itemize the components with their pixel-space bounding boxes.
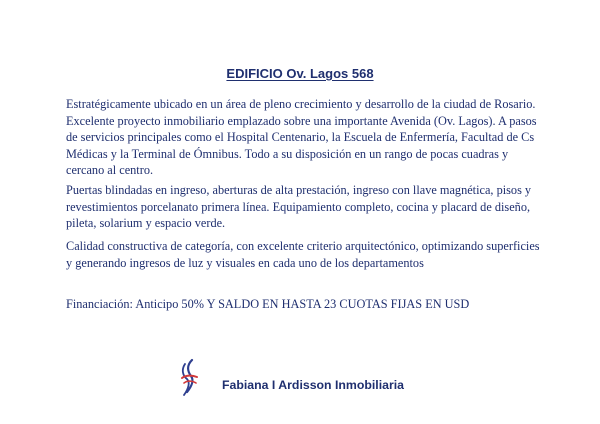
brand-name: Fabiana I Ardisson Inmobiliaria [222, 378, 404, 392]
features-paragraph: Puertas blindadas en ingreso, aberturas de alta prestación, ingreso con llave magnética, pisos y revestimientos porcelanato primera línea. Equipamiento completo, cocina y placard de diseño, pileta, solarium y espacio verde. [66, 183, 532, 231]
quality-paragraph: Calidad constructiva de categoría, con excelente criterio arquitectónico, optimizando superficies y generando ingresos de luz y visuales en cada uno de los departamentos [66, 239, 540, 270]
document-title: EDIFICIO Ov. Lagos 568 [226, 66, 374, 81]
financing-paragraph: Financiación: Anticipo 50% Y SALDO EN HASTA 23 CUOTAS FIJAS EN USD [66, 297, 470, 311]
description-paragraph: Estratégicamente ubicado en un área de pleno crecimiento y desarrollo de la ciudad de Rosario. Excelente proyecto inmobiliario emplazado sobre una importante Avenida (Ov. Lagos). A pasos de servicios principales como el Hospital Centenario, la Escuela de Enfermería, Facultad de Cs Médicas y la Terminal de Ómnibus. Todo a su disposición en un rango de pocas cuadras y cercano al centro. [66, 97, 537, 178]
fa-monogram-logo-icon [176, 358, 204, 398]
